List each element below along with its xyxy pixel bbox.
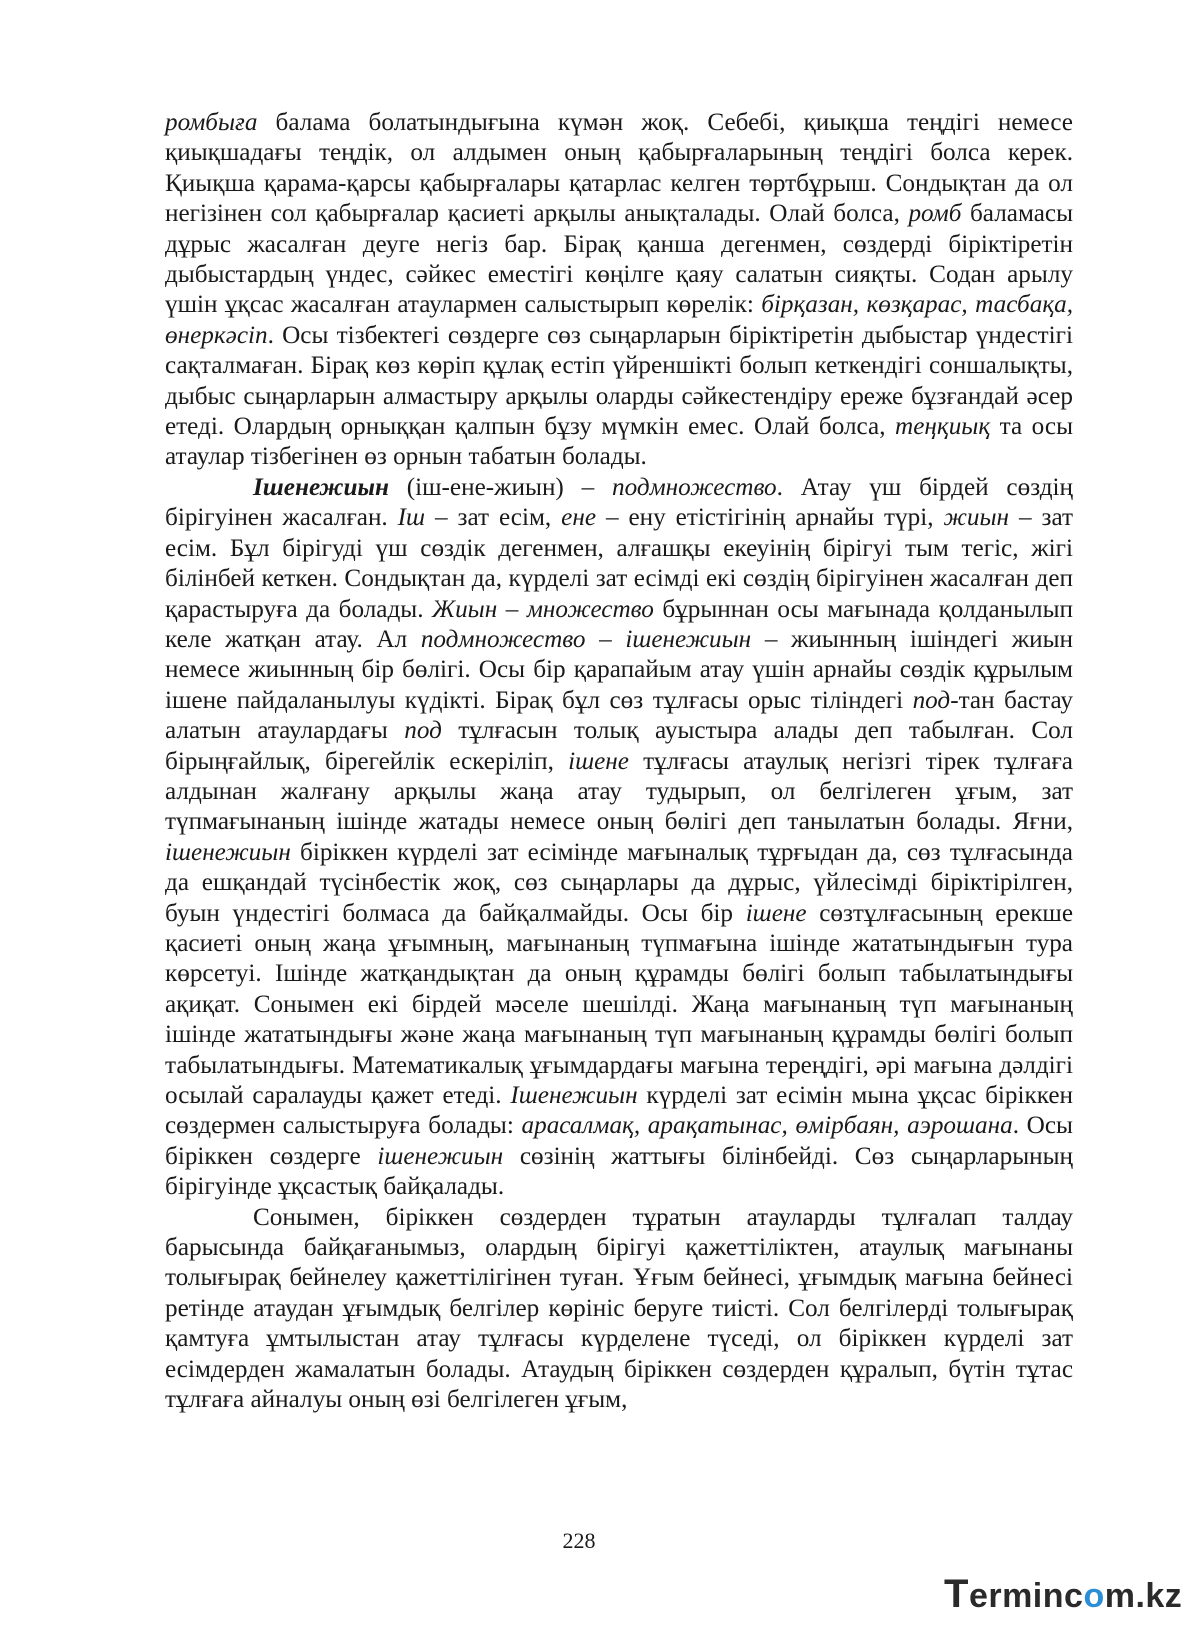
logo-text-suffix: m.kz bbox=[1104, 1577, 1182, 1615]
text-run: баламасы дұрыс жасалған деуге негіз бар. Бірақ қанша дегенмен, сөздерді біріктіретін дыбыстардың үндес, сәйкес еместігі көңілге қаяу салатын сияқты. Содан арылу үшін ұқсас жасалған атаулармен салыстырып көрелік: bbox=[165, 200, 1073, 319]
text-run: та осы атаулар тізбегінен өз орнын табатын болады. bbox=[165, 413, 1073, 471]
paragraph-2 bbox=[165, 473, 1073, 1203]
text-run: – зат есім, bbox=[425, 504, 562, 532]
text-run: біріккен күрделі зат есімінде мағыналық тұрғыдан да, сөз тұлғасында да ешқандай түсінбестік жоқ, сөз сыңарлары да дұрыс, үйлесімді біріктірілген, буын үндестігі болмаса да байқалмайды. Осы бір bbox=[165, 838, 1073, 927]
italic-term: Ішенежиын bbox=[510, 1082, 638, 1109]
italic-term: ішенежиын bbox=[165, 838, 291, 866]
page-body-text bbox=[165, 108, 1073, 1415]
text-run: Сонымен, біріккен сөздерден тұратын атауларды тұлғалап талдау барысында байқағанымыз, олардың бірігуі қажеттіліктен, атаулық мағынаны толығырақ бейнелеу қажеттілігінен туған. Ұғым бейнесі, ұғымдық мағына бейнесі ретінде атаудан ұғымдық белгілер көрініс беруге тиісті. Сол белгілерді толығырақ қамтуға ұмтылыстан атау тұлғасы күрделене түседі, ол біріккен күрделі зат есімдерден жамалатын болады. Атаудың біріккен сөздерден құралып, бүтін тұтас тұлғаға айналуы оның өзі белгілеген ұғым, bbox=[165, 1203, 1073, 1414]
logo-letter-t: T bbox=[944, 1572, 969, 1616]
text-run: – жиынның ішіндегі жиын немесе жиынның бір бөлігі. Осы бір қарапайым атау үшін арнайы сөздік құрылым ішене пайдаланылуы күдікті. Бірақ бұл сөз тұлғасы орыс тіліндегі bbox=[165, 625, 1073, 714]
bold-italic-term: Ішенежиын bbox=[253, 473, 389, 501]
italic-term: жиын bbox=[943, 504, 1010, 532]
italic-term: бірқазан, көзқарас, тасбақа, өнеркәсіп bbox=[165, 291, 1073, 349]
italic-term: Жиын – множество bbox=[432, 595, 654, 623]
italic-term: под bbox=[404, 717, 442, 745]
logo-o-mark: o bbox=[1083, 1577, 1105, 1615]
italic-term: ішенежиын bbox=[377, 1142, 504, 1170]
text-run: – ену етістігінің арнайы түрі, bbox=[596, 504, 944, 532]
italic-term: подмножество bbox=[612, 473, 777, 501]
italic-term: под bbox=[912, 686, 951, 714]
text-run: сөзтұлғасының ерекше қасиеті оның жаңа ұғымның, мағынаның түпмағына ішінде жататындығын тура көрсетуі. Ішінде жатқандықтан да оның құрамды бөлігі болып табылатындығы ақиқат. Сонымен екі бірдей мәселе шешілді. Жаңа мағынаның түп мағынаның ішінде жататындығы және жаңа мағынаның түп мағынаның құрамды бөлігі болып табылатындығы. Математикалық ұғымдардағы мағына тереңдігі, әрі мағына дәлдігі осылай саралауды қажет етеді. bbox=[165, 899, 1074, 1109]
italic-term: ене bbox=[561, 504, 596, 532]
page-number: 228 bbox=[562, 1528, 596, 1553]
text-run: -тан бастау алатын атаулардағы bbox=[165, 686, 1074, 745]
text-run: балама болатындығына күмән жоқ. Себебі, қиықша теңдігі немесе қиықшадағы теңдік, ол алдымен оның қабырғаларының теңдігі болса керек. Қиықша қарама-қарсы қабырғалары қатарлас келген төртбұрыш. Сондықтан да ол негізінен сол қабырғалар қасиеті арқылы анықталады. Олай болса, bbox=[165, 109, 1073, 228]
text-run: күрделі зат есімін мына ұқсас біріккен сөздермен салыстыруға болады: bbox=[165, 1082, 1073, 1140]
italic-term: теңқиық bbox=[895, 413, 991, 441]
logo-text-middle: erminc bbox=[968, 1577, 1084, 1615]
italic-term: ромбыға bbox=[165, 109, 258, 136]
text-run: тұлғасын толық ауыстыра алады деп табылған. Сол бірыңғайлық, бірегейлік ескеріліп, bbox=[165, 717, 1073, 775]
text-run: бұрыннан осы мағынада қолданылып келе жатқан атау. Ал bbox=[165, 595, 1074, 653]
text-run: тұлғасы атаулық негізгі тірек тұлғаға алдынан жалғану арқылы жаңа атау тудырып, ол белгілеген ұғым, зат түпмағынаның ішінде жатады немесе оның бөлігі деп танылатын болады. Яғни, bbox=[165, 747, 1073, 836]
paragraph-1 bbox=[165, 108, 1073, 473]
text-run: . Атау үш бірдей сөздің бірігуінен жасалған. bbox=[165, 473, 1073, 532]
italic-term: Іш bbox=[397, 504, 426, 532]
text-run: . Осы тізбектегі сөздерге сөз сыңарларын біріктіретін дыбыстар үндестігі сақталмаған. Бірақ көз көріп құлақ естіп үйреншікті болып кеткендігі соншалықты, дыбыс сыңарларын алмастыру арқылы оларды сәйкестендіру ереже бұзғандай әсер етеді. Олардың орныққан қалпын бұзу мүмкін емес. Олай болса, bbox=[165, 321, 1073, 441]
text-run: – зат есім. Бұл бірігуді үш сөздік дегенмен, алғашқы екеуінің бірігуі тым тегіс, жігі білінбей кеткен. Сондықтан да, күрделі зат есімді екі сөздің бірігуінен жасалған деп қарастыруға да болады. bbox=[165, 504, 1074, 623]
italic-term: арасалмақ, арақатынас, өмірбаян, аэрошана bbox=[521, 1112, 1013, 1140]
italic-term: подмножество – ішенежиын bbox=[420, 625, 752, 653]
termincom-logo[interactable] bbox=[944, 1572, 1182, 1617]
text-run: сөзінің жаттығы білінбейді. Сөз сыңарларының бірігуінде ұқсастық байқалады. bbox=[165, 1142, 1074, 1201]
italic-term: ішене bbox=[745, 899, 807, 927]
italic-term: ромб bbox=[908, 200, 962, 228]
paragraph-3 bbox=[165, 1203, 1073, 1416]
italic-term: ішене bbox=[568, 747, 629, 775]
text-run: (іш-ене-жиын) – bbox=[388, 473, 613, 501]
text-run: . Осы біріккен сөздерге bbox=[165, 1112, 1073, 1170]
